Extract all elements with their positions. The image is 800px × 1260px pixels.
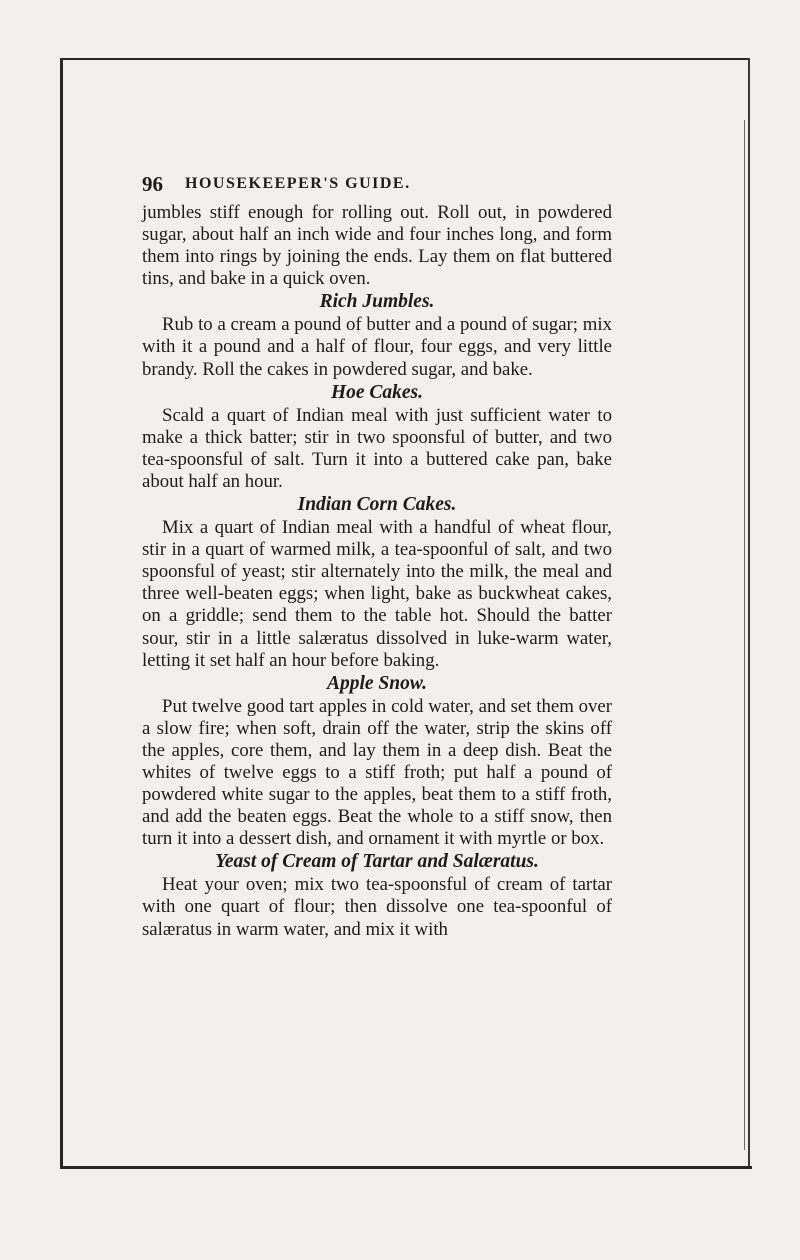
page-number: 96 [142, 172, 163, 196]
body-text [142, 202, 612, 941]
running-head: HOUSEKEEPER'S GUIDE. [185, 175, 411, 192]
recipe-paragraph: jumbles stiff enough for rolling out. Roll out, in powdered sugar, about half an inch wide and four inches long, and form them into rings by joining the ends. Lay them on flat buttered tins, and bake in a quick oven. [142, 202, 612, 290]
recipe-heading: Apple Snow. [326, 672, 428, 694]
page-header [142, 172, 662, 196]
recipe-paragraph: Scald a quart of Indian meal with just sufficient water to make a thick batter; stir in two spoonsful of butter, and two tea-spoonsful of salt. Turn it into a buttered cake pan, bake about half an hour. [142, 404, 612, 492]
recipe-heading: Indian Corn Cakes. [297, 494, 457, 516]
frame-top-rule [60, 58, 750, 60]
frame-bottom-rule [60, 1166, 752, 1169]
recipe-paragraph: Mix a quart of Indian meal with a handful of wheat flour, stir in a quart of warmed milk, a tea-spoonful of salt, and two spoonsful of yeast; stir alternately into the milk, the meal and three well-beaten eggs; when light, bake as buckwheat cakes, on a griddle; send them to the table hot. Should the batter sour, stir in a little salæratus dissolved in luke-warm water, letting it set half an hour before baking. [142, 517, 612, 671]
frame-inner-right-rule [744, 120, 745, 1150]
recipe-paragraph: Rub to a cream a pound of butter and a pound of sugar; mix with it a pound and a half of flour, four eggs, and very little brandy. Roll the cakes in powdered sugar, and bake. [142, 314, 612, 380]
recipe-paragraph: Put twelve good tart apples in cold water, and set them over a slow fire; when soft, drain off the water, strip the skins off the apples, core them, and lay them in a deep dish. Beat the whites of twelve eggs to a stiff froth; put half a pound of powdered white sugar to the apples, beat them to a stiff froth, and add the beaten eggs. Beat the whole to a stiff snow, then turn it into a dessert dish, and ornament it with myrtle or box. [142, 695, 612, 850]
frame-left-rule [60, 58, 63, 1168]
recipe-heading: Yeast of Cream of Tartar and Salæratus. [215, 851, 539, 873]
recipe-paragraph: Heat your oven; mix two tea-spoonsful of cream of tartar with one quart of flour; then dissolve one tea-spoonful of salæratus in warm water, and mix it with [142, 874, 612, 940]
recipe-heading: Hoe Cakes. [330, 381, 424, 403]
recipe-heading: Rich Jumbles. [319, 291, 435, 313]
frame-right-rule [748, 58, 750, 1168]
